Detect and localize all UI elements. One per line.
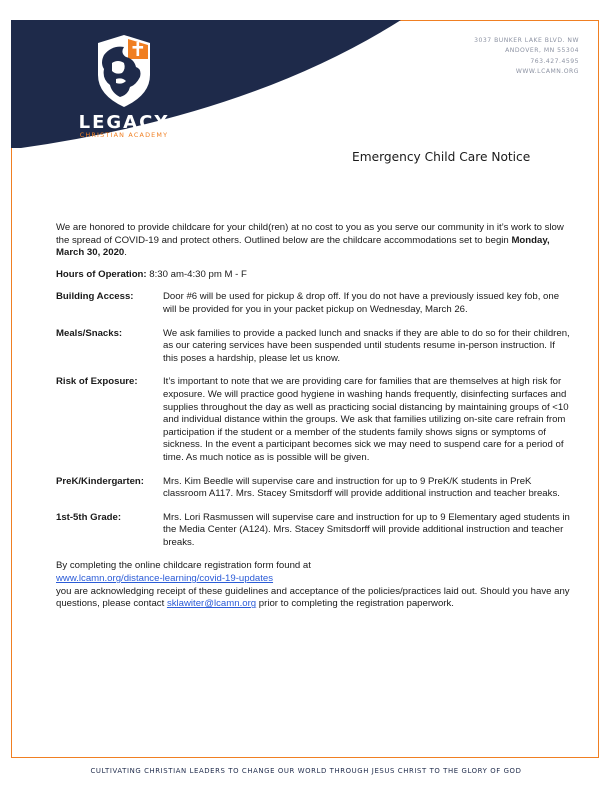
section-text: Door #6 will be used for pickup & drop off. If you do not have a previously issued key fob, one will be provided for you in your packet pickup on Wednesday, March 26.: [163, 291, 560, 315]
header-banner: [11, 20, 401, 148]
section-text: Mrs. Lori Rasmussen will supervise care and instruction for up to 9 Elementary aged students in the Media Center (A124). Mrs. Stacey Smitsdorff will provide additional instruction and teacher breaks.: [163, 511, 570, 548]
hours-label: Hours of Operation:: [56, 268, 147, 280]
intro-text: We are honored to provide childcare for your child(ren) at no cost to you as you serve our community in it’s work to slow the spread of COVID-19 and protect others. Outlined below are the childcare accommodations set to begin: [56, 222, 564, 246]
intro-end: .: [124, 247, 127, 259]
street-address: 3037 BUNKER LAKE BLVD. NW: [474, 37, 579, 44]
section-text: We ask families to provide a packed lunch and snacks if they are able to do so for their children, as our catering services have been suspended until students resume in-person instruction. If this poses a hardship, please let us know.: [163, 327, 570, 364]
section-1st-5th-grade: [56, 512, 572, 550]
section-risk-of-exposure: [56, 376, 572, 464]
section-text: Mrs. Kim Beedle will supervise care and instruction for up to 9 PreK/K students in PreK classroom A117. Mrs. Stacey Smitsdorff will provide additional instruction and teacher breaks.: [163, 475, 560, 500]
section-prek-kindergarten: [56, 476, 572, 501]
closing-paragraph: [56, 560, 572, 610]
section-label: Meals/Snacks:: [56, 327, 123, 339]
contact-email-link[interactable]: sklawiter@lcamn.org: [166, 598, 257, 610]
brand-subtitle: CHRISTIAN ACADEMY: [79, 131, 169, 139]
hours-of-operation: [56, 269, 572, 282]
registration-link[interactable]: www.lcamn.org/distance-learning/covid-19-updates: [56, 573, 274, 585]
website-link[interactable]: WWW.LCAMN.ORG: [515, 67, 579, 75]
intro-paragraph: [56, 222, 572, 260]
section-meals-snacks: [56, 328, 572, 366]
section-text: It’s important to note that we are providing care for families that are themselves at high risk for exposure. We will practice good hygiene in washing hands frequently, disinfecting surfaces and supplies throughout the day as well as practicing social distancing by maintaining groups of <10 and individual distance within the groups. We ask that families utilizing on-site care refrain from participation if the student or a member of the students family shows signs or symptoms of sickness. In the event a participant becomes sick we may need to suspend care for a period of time. As much notice as is possible will be given.: [163, 376, 569, 463]
brand-name: LEGACY: [78, 112, 170, 133]
section-label: Building Access:: [56, 291, 134, 303]
section-building-access: [56, 291, 572, 316]
footer-tagline: CULTIVATING CHRISTIAN LEADERS TO CHANGE OUR WORLD THROUGH JESUS CHRIST TO THE GLORY OF GOD: [90, 767, 522, 775]
document-title: Emergency Child Care Notice: [352, 150, 531, 164]
lion-shield-with-cross-icon: [90, 33, 158, 109]
contact-block: [474, 36, 579, 77]
section-label: Risk of Exposure:: [56, 376, 138, 388]
city-state-zip: ANDOVER, MN 55304: [505, 47, 579, 55]
closing-text-2: you are acknowledging receipt of these guidelines and acceptance of the policies/practices laid out. Should you have any questions, please contact: [56, 585, 570, 610]
closing-text-3: prior to completing the registration paperwork.: [256, 598, 454, 610]
hours-value: 8:30 am-4:30 pm M - F: [149, 268, 247, 280]
section-label: PreK/Kindergarten:: [56, 475, 144, 487]
closing-text-1: By completing the online childcare registration form found at: [56, 560, 311, 572]
section-label: 1st-5th Grade:: [56, 511, 122, 523]
start-date: Monday, March 30, 2020: [56, 234, 550, 259]
phone-number: 763.427.4595: [530, 57, 579, 65]
letter-body: [56, 222, 572, 611]
